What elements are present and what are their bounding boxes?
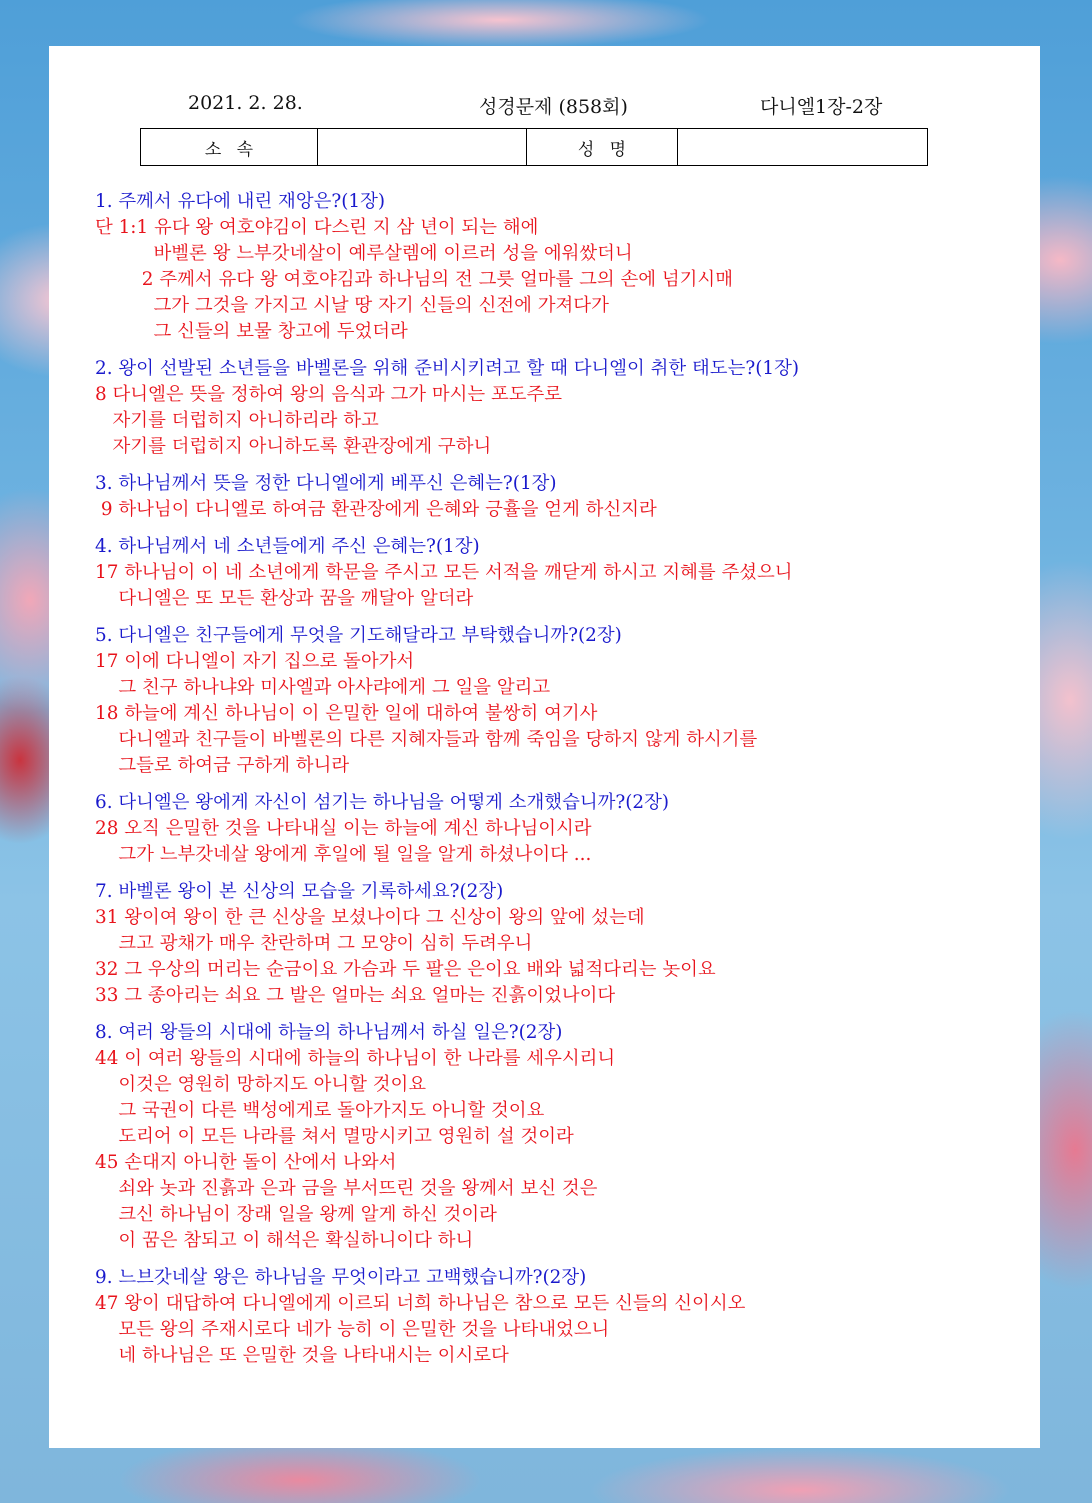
question-block	[95, 623, 1025, 779]
answer-line: 44 이 여러 왕들의 시대에 하늘의 하나님이 한 나라를 세우시리니	[95, 1048, 616, 1069]
question-text: 3. 하나님께서 뜻을 정한 다니엘에게 베푸신 은혜는?(1장)	[95, 473, 557, 494]
answer-line: 이 꿈은 참되고 이 해석은 확실하니이다 하니	[95, 1230, 474, 1251]
answer-line: 크신 하나님이 장래 일을 왕께 알게 하신 것이라	[95, 1204, 497, 1225]
answer-line: 다니엘과 친구들이 바벨론의 다른 지혜자들과 함께 죽임을 당하지 않게 하시기를	[95, 729, 758, 750]
question-text: 9. 느브갓네살 왕은 하나님을 무엇이라고 고백했습니까?(2장)	[95, 1267, 587, 1288]
answer-line: 이것은 영원히 망하지도 아니할 것이요	[95, 1074, 427, 1095]
answer-line: 모든 왕의 주재시로다 네가 능히 이 은밀한 것을 나타내었으니	[95, 1319, 610, 1340]
question-block	[95, 790, 1025, 868]
answer-line: 그 친구 하나냐와 미사엘과 아사랴에게 그 일을 알리고	[95, 677, 551, 698]
quiz-sheet	[49, 46, 1040, 1448]
quiz-title: 성경문제 (858회)	[479, 96, 628, 118]
answer-line: 자기를 더럽히지 아니하도록 환관장에게 구하니	[95, 436, 492, 457]
question-block	[95, 189, 1025, 345]
answer-line: 네 하나님은 또 은밀한 것을 나타내시는 이시로다	[95, 1345, 509, 1366]
affiliation-label: 소속	[141, 129, 318, 166]
answer-line: 그들로 하여금 구하게 하니라	[95, 755, 350, 776]
info-table	[140, 128, 928, 166]
answer-line: 32 그 우상의 머리는 순금이요 가슴과 두 팔은 은이요 배와 넓적다리는 놋이요	[95, 959, 716, 980]
answer-line: 자기를 더럽히지 아니하리라 하고	[95, 410, 379, 431]
question-text: 8. 여러 왕들의 시대에 하늘의 하나님께서 하실 일은?(2장)	[95, 1022, 563, 1043]
question-text: 4. 하나님께서 네 소년들에게 주신 은혜는?(1장)	[95, 536, 480, 557]
question-block	[95, 1020, 1025, 1254]
answer-line: 다니엘은 또 모든 환상과 꿈을 깨달아 알더라	[95, 588, 474, 609]
answer-line: 그가 느부갓네살 왕에게 후일에 될 일을 알게 하셨나이다 ...	[95, 844, 592, 865]
question-block	[95, 471, 1025, 523]
chapter-range: 다니엘1장-2장	[760, 96, 883, 118]
answer-line: 도리어 이 모든 나라를 쳐서 멸망시키고 영원히 설 것이라	[95, 1126, 574, 1147]
question-text: 5. 다니엘은 친구들에게 무엇을 기도해달라고 부탁했습니까?(2장)	[95, 625, 622, 646]
answer-line: 9 하나님이 다니엘로 하여금 환관장에게 은혜와 긍휼을 얻게 하신지라	[95, 499, 657, 520]
questions-list	[95, 189, 1025, 1369]
quiz-date: 2021. 2. 28.	[188, 92, 303, 114]
answer-line: 크고 광채가 매우 찬란하며 그 모양이 심히 두려우니	[95, 933, 533, 954]
affiliation-field[interactable]	[318, 129, 527, 166]
answer-line: 단 1:1 유다 왕 여호야김이 다스린 지 삼 년이 되는 해에	[95, 217, 539, 238]
question-text: 7. 바벨론 왕이 본 신상의 모습을 기록하세요?(2장)	[95, 881, 504, 902]
question-block	[95, 534, 1025, 612]
answer-line: 45 손대지 아니한 돌이 산에서 나와서	[95, 1152, 397, 1173]
answer-line: 그가 그것을 가지고 시날 땅 자기 신들의 신전에 가져다가	[95, 295, 609, 316]
answer-line: 그 국권이 다른 백성에게로 돌아가지도 아니할 것이요	[95, 1100, 545, 1121]
answer-line: 31 왕이여 왕이 한 큰 신상을 보셨나이다 그 신상이 왕의 앞에 섰는데	[95, 907, 645, 928]
question-text: 6. 다니엘은 왕에게 자신이 섬기는 하나님을 어떻게 소개했습니까?(2장)	[95, 792, 670, 813]
answer-line: 47 왕이 대답하여 다니엘에게 이르되 너희 하나님은 참으로 모든 신들의 신이시오	[95, 1293, 746, 1314]
answer-line: 28 오직 은밀한 것을 나타내실 이는 하늘에 계신 하나님이시라	[95, 818, 592, 839]
answer-line: 8 다니엘은 뜻을 정하여 왕의 음식과 그가 마시는 포도주로	[95, 384, 563, 405]
question-text: 1. 주께서 유다에 내린 재앙은?(1장)	[95, 191, 386, 212]
answer-line: 17 하나님이 이 네 소년에게 학문을 주시고 모든 서적을 깨닫게 하시고 지혜를 주셨으니	[95, 562, 793, 583]
question-block	[95, 356, 1025, 460]
name-label: 성명	[527, 129, 678, 166]
answer-line: 그 신들의 보물 창고에 두었더라	[95, 321, 408, 342]
answer-line: 17 이에 다니엘이 자기 집으로 돌아가서	[95, 651, 415, 672]
header	[49, 92, 1040, 122]
answer-line: 쇠와 놋과 진흙과 은과 금을 부서뜨린 것을 왕께서 보신 것은	[95, 1178, 598, 1199]
answer-line: 18 하늘에 계신 하나님이 이 은밀한 일에 대하여 불쌍히 여기사	[95, 703, 598, 724]
question-text: 2. 왕이 선발된 소년들을 바벨론을 위해 준비시키려고 할 때 다니엘이 취한 태도는?(1장)	[95, 358, 800, 379]
answer-line: 바벨론 왕 느부갓네살이 예루살렘에 이르러 성을 에워쌌더니	[95, 243, 633, 264]
question-block	[95, 1265, 1025, 1369]
question-block	[95, 879, 1025, 1009]
answer-line: 2 주께서 유다 왕 여호야김과 하나님의 전 그릇 얼마를 그의 손에 넘기시매	[95, 269, 733, 290]
answer-line: 33 그 종아리는 쇠요 그 발은 얼마는 쇠요 얼마는 진흙이었나이다	[95, 985, 616, 1006]
name-field[interactable]	[678, 129, 928, 166]
